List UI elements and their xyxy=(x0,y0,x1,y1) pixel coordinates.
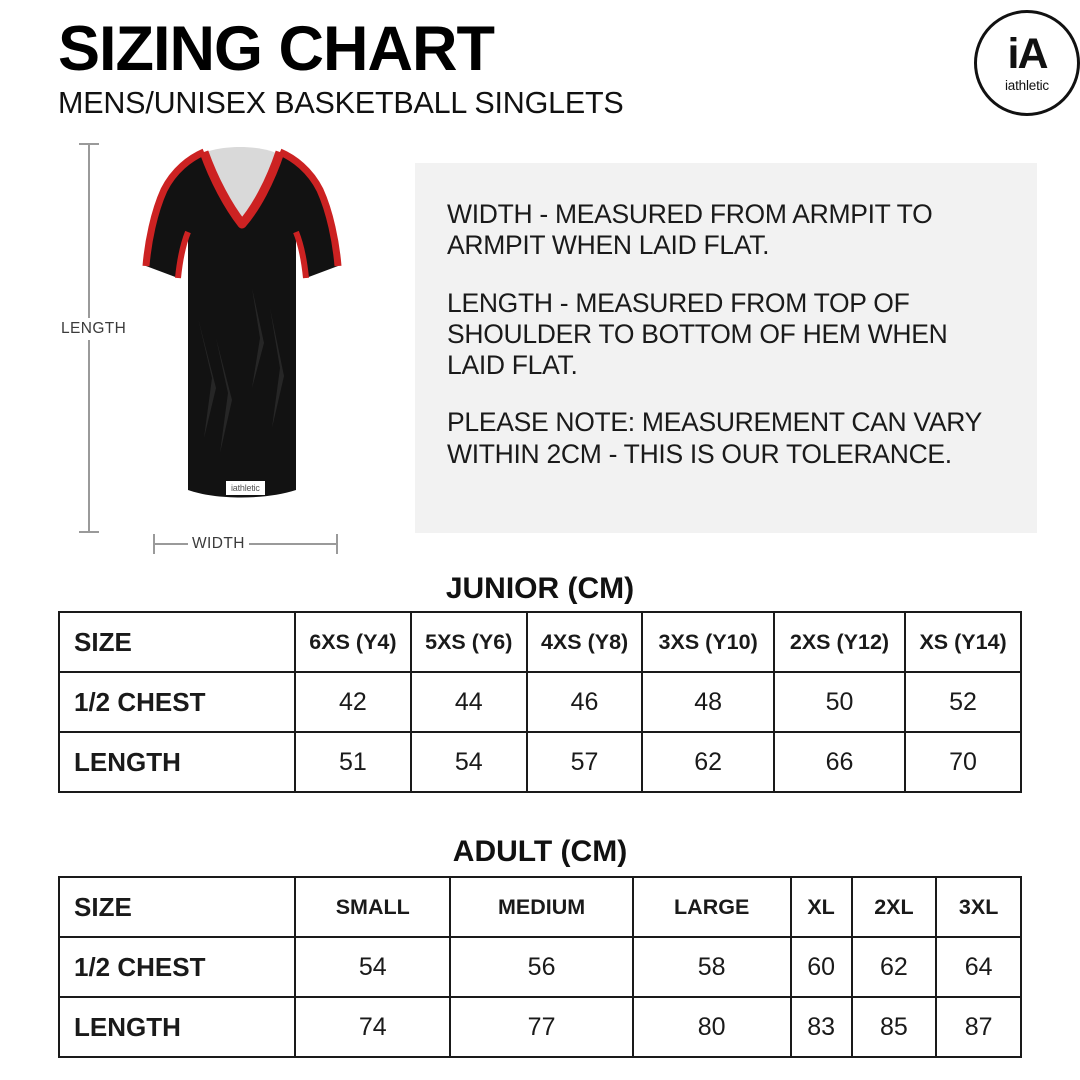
adult-table-wrap xyxy=(58,876,1022,1058)
adult-r0-c2: 58 xyxy=(633,937,791,997)
note-length: LENGTH - MEASURED FROM TOP OF SHOULDER TO BOTTOM OF HEM WHEN LAID FLAT. xyxy=(447,287,948,381)
table-header-row xyxy=(59,877,1021,937)
jersey-brand-tag: iathletic xyxy=(226,481,265,495)
note-tolerance: PLEASE NOTE: MEASUREMENT CAN VARY WITHIN 2CM - THIS IS OUR TOLERANCE. xyxy=(447,407,982,469)
junior-col-4: 2XS (Y12) xyxy=(774,612,905,672)
adult-corner-header: SIZE xyxy=(59,877,295,937)
adult-r0-c5: 64 xyxy=(936,937,1021,997)
adult-r1-c1: 77 xyxy=(450,997,632,1057)
width-measure-label: WIDTH xyxy=(188,534,249,554)
header xyxy=(58,14,1038,121)
measurement-notes-panel xyxy=(415,163,1037,533)
basketball-singlet-image xyxy=(120,138,360,538)
junior-r0-c1: 44 xyxy=(411,672,527,732)
adult-r0-c4: 62 xyxy=(852,937,937,997)
page-title: SIZING CHART xyxy=(58,14,494,84)
logo-monogram: iA xyxy=(1007,30,1047,78)
junior-corner-header: SIZE xyxy=(59,612,295,672)
adult-col-0: SMALL xyxy=(295,877,450,937)
adult-r0-c0: 54 xyxy=(295,937,450,997)
junior-row-0-label: 1/2 CHEST xyxy=(59,672,295,732)
junior-r0-c2: 46 xyxy=(527,672,643,732)
junior-col-2: 4XS (Y8) xyxy=(527,612,643,672)
adult-size-table xyxy=(58,876,1022,1058)
logo-wordmark: iathletic xyxy=(1005,78,1049,93)
adult-r0-c1: 56 xyxy=(450,937,632,997)
adult-col-4: 2XL xyxy=(852,877,937,937)
junior-r1-c5: 70 xyxy=(905,732,1021,792)
junior-r0-c5: 52 xyxy=(905,672,1021,732)
page-subtitle: MENS/UNISEX BASKETBALL SINGLETS xyxy=(58,85,624,120)
adult-r1-c0: 74 xyxy=(295,997,450,1057)
junior-r1-c3: 62 xyxy=(642,732,773,792)
junior-size-table xyxy=(58,611,1022,793)
adult-col-3: XL xyxy=(791,877,852,937)
table-row xyxy=(59,732,1021,792)
junior-r0-c0: 42 xyxy=(295,672,411,732)
junior-table-wrap xyxy=(58,611,1022,793)
junior-col-1: 5XS (Y6) xyxy=(411,612,527,672)
adult-r1-c3: 83 xyxy=(791,997,852,1057)
junior-col-0: 6XS (Y4) xyxy=(295,612,411,672)
adult-col-2: LARGE xyxy=(633,877,791,937)
adult-r1-c5: 87 xyxy=(936,997,1021,1057)
junior-r1-c4: 66 xyxy=(774,732,905,792)
junior-table-title: JUNIOR (CM) xyxy=(445,572,635,605)
junior-r0-c3: 48 xyxy=(642,672,773,732)
adult-col-5: 3XL xyxy=(936,877,1021,937)
adult-r1-c4: 85 xyxy=(852,997,937,1057)
adult-r1-c2: 80 xyxy=(633,997,791,1057)
junior-r1-c1: 54 xyxy=(411,732,527,792)
table-header-row xyxy=(59,612,1021,672)
table-row xyxy=(59,937,1021,997)
table-row xyxy=(59,672,1021,732)
adult-r0-c3: 60 xyxy=(791,937,852,997)
junior-r1-c2: 57 xyxy=(527,732,643,792)
note-width: WIDTH - MEASURED FROM ARMPIT TO ARMPIT WHEN LAID FLAT. xyxy=(447,199,933,261)
junior-r1-c0: 51 xyxy=(295,732,411,792)
junior-r0-c4: 50 xyxy=(774,672,905,732)
junior-col-5: XS (Y14) xyxy=(905,612,1021,672)
table-row xyxy=(59,997,1021,1057)
junior-row-1-label: LENGTH xyxy=(59,732,295,792)
length-measure-label: LENGTH xyxy=(58,318,129,340)
adult-row-1-label: LENGTH xyxy=(59,997,295,1057)
adult-table-title: ADULT (CM) xyxy=(452,835,628,868)
brand-logo xyxy=(974,10,1080,116)
adult-row-0-label: 1/2 CHEST xyxy=(59,937,295,997)
junior-col-3: 3XS (Y10) xyxy=(642,612,773,672)
adult-col-1: MEDIUM xyxy=(450,877,632,937)
singlet-illustration xyxy=(58,138,418,568)
